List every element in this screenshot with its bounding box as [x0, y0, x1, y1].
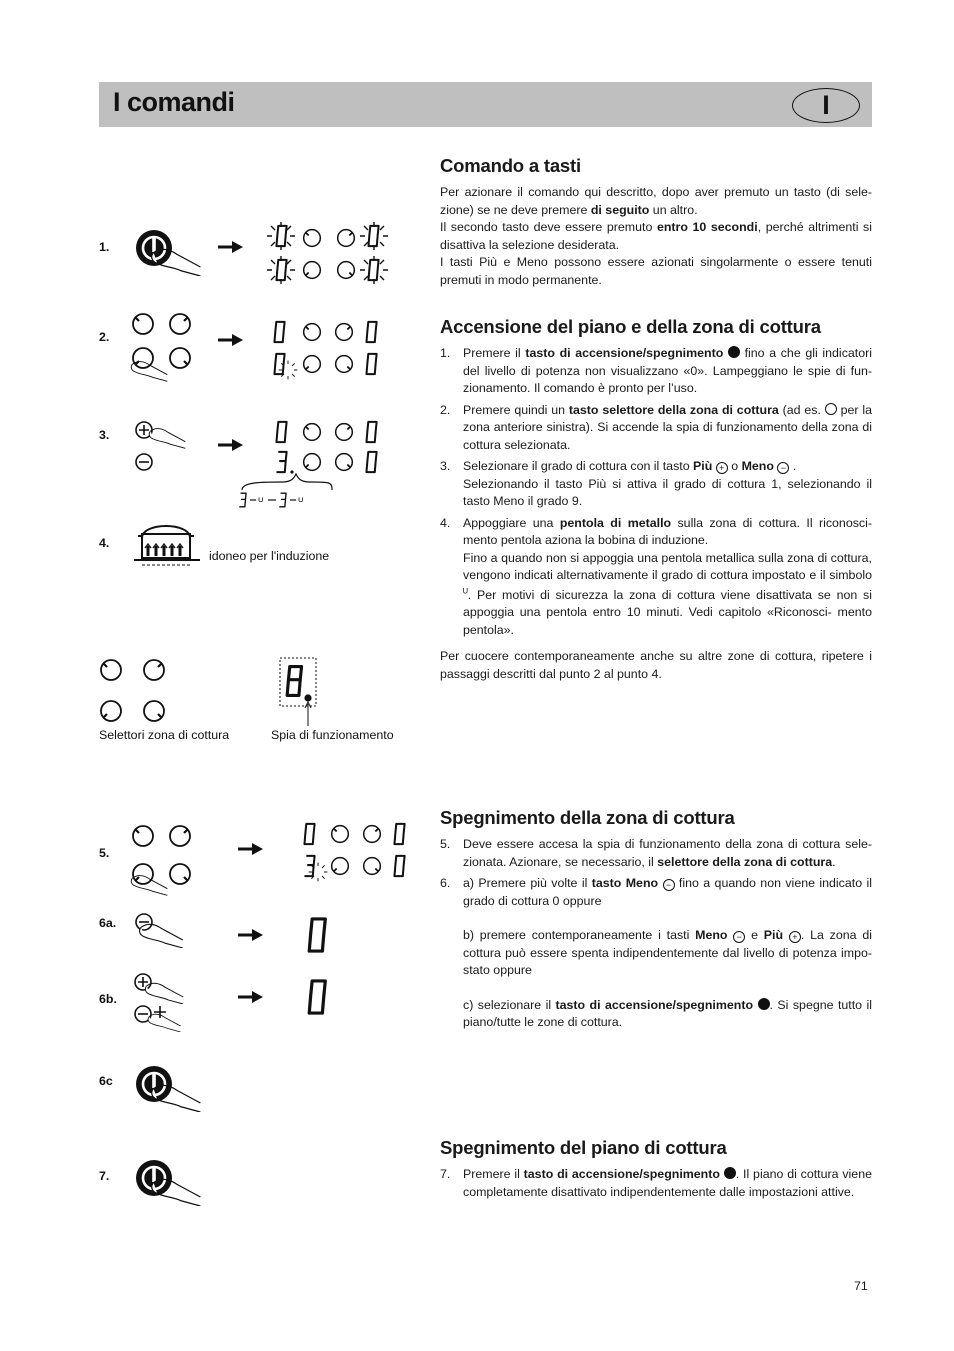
chapter-header: [99, 82, 872, 127]
step-label-6a: 6a.: [99, 916, 117, 930]
zone-selector-press-figure-off: [128, 822, 198, 902]
paragraph: Il secondo tasto deve essere premuto entro 10 secondi, perché altrimenti si disattiva la selezione desiderata.: [440, 220, 873, 252]
step-label-2: 2.: [99, 330, 110, 344]
minus-press-figure: [132, 910, 192, 950]
function-indicator-figure: [278, 656, 320, 728]
power-symbol-icon: [758, 998, 770, 1010]
language-badge: I: [792, 88, 860, 123]
minus-icon: −: [777, 462, 789, 474]
section-title: Accensione del piano e della zona di cottura: [440, 316, 821, 337]
paragraph: Per azionare il comando qui descritto, dopo aver premuto un tasto (di sele- zione) se ne deve premere di seguito un altro.: [440, 185, 872, 217]
arrow-icon: [238, 928, 264, 942]
step-label-1: 1.: [99, 240, 110, 254]
step-label-6c: 6c: [99, 1074, 113, 1088]
display-all-zero-blinking: [264, 218, 394, 288]
plus-icon: +: [789, 931, 801, 943]
list-item: 4. Appoggiare una pentola di metallo sulla zona di cottura. Il riconosci- mento pentola aziona la bobina di induzione. Fino a quando non si appoggia una pentola metallica sulla zona di cottura, vengono indicati alternativamente il grado di cottura impostato e il simbolo ᵁ. Per motivi di sicurezza la zona di cottura viene disattivata se non si appoggia una pentola entro 10 minuti. Vedi capitolo «Riconosci- mento pentola».: [440, 515, 872, 637]
list-item: 3. Selezionare il grado di cottura con il tasto Più + o Meno − . Selezionando il tasto Più si attiva il grado di cottura 1, selezionando il tasto Meno il grado 9.: [440, 459, 872, 508]
list-item: 7. Premere il tasto di accensione/spegnimento . Il piano di cottura viene completamente disattivato indipendentemente dalle impostazioni attive.: [440, 1167, 872, 1199]
step-label-7: 7.: [99, 1169, 110, 1183]
step-label-5: 5.: [99, 846, 110, 860]
pan-missing-symbol-icon: ᵁ: [463, 586, 468, 599]
svg-text:ᵁ: ᵁ: [258, 495, 264, 509]
plus-minus-press-figure: [132, 416, 202, 474]
caption-selectors: Selettori zona di cottura: [99, 728, 230, 742]
arrow-icon: [218, 240, 244, 254]
section-spegnimento-piano: [440, 1137, 872, 1205]
section-comando-a-tasti: [440, 155, 872, 289]
list-item: 1. Premere il tasto di accensione/spegnimento fino a che gli indicatori del livello di potenza non visualizzano «0». Lampeggiano le spie di fun- zionamento. Il comando è pronto per l’uso.: [440, 346, 872, 395]
zone-selector-press-figure: [128, 310, 198, 390]
minus-icon: −: [663, 879, 675, 891]
step-label-6b: 6b.: [99, 992, 117, 1006]
caption-induction: idoneo per l'induzione: [209, 549, 330, 563]
display-zero-large: [304, 914, 334, 956]
list-item: 2. Premere quindi un tasto selettore della zona di cottura (ad es. per la zona anteriore sinistra). Si accende la spia di funzionamento della zona di cottura selezionata.: [440, 402, 873, 452]
section-title: Comando a tasti: [440, 155, 581, 176]
display-zone-selected-off: [300, 820, 410, 882]
plus-minus-together-figure: [132, 972, 196, 1032]
display-zone-selected: [268, 318, 388, 380]
paragraph: I tasti Più e Meno possono essere azionati singolarmente o essere tenuti premuti in modo permanente.: [440, 255, 872, 287]
step-label-3: 3.: [99, 428, 110, 442]
step-label-4: 4.: [99, 536, 110, 550]
svg-text:ᵁ: ᵁ: [298, 495, 304, 509]
power-symbol-icon: [724, 1167, 736, 1179]
list-item: 6. a) Premere più volte il tasto Meno − fino a quando non viene indicato il grado di cottura 0 oppure b) premere contemporaneamente i tasti Meno − e Più + . La zona di cottura può essere spenta indipendentemente dal livello di potenza impo- stato oppure c) selezionare il tasto di accensione/spegnimento . Si spegne tutto il piano/tutte le zone di cottura.: [440, 876, 872, 1029]
caption-indicator: Spia di funzionamento: [271, 728, 394, 742]
paragraph: Per cuocere contemporaneamente anche su altre zone di cottura, ripetere i passaggi descritti dal punto 2 al punto 4.: [440, 649, 872, 681]
page-number: 71: [854, 1279, 868, 1293]
section-accensione: [440, 316, 872, 683]
power-button-press-figure: [134, 226, 206, 276]
power-symbol-icon: [728, 346, 740, 358]
display-zero-large: [304, 976, 334, 1018]
zone-selectors-figure: [98, 656, 170, 726]
zone-selector-icon: [825, 403, 837, 415]
list-item: 5. Deve essere accesa la spia di funzionamento della zona di cottura sele- zionata. Azionare, se necessario, il selettore della zona di cottura.: [440, 837, 872, 869]
section-title: Spegnimento della zona di cottura: [440, 807, 735, 828]
arrow-icon: [238, 842, 264, 856]
display-level-3: [232, 416, 392, 512]
power-button-press-figure: [134, 1156, 206, 1206]
pan-on-induction-icon: [134, 520, 206, 570]
chapter-title: I comandi: [113, 87, 235, 117]
arrow-icon: [238, 990, 264, 1004]
plus-icon: +: [716, 462, 728, 474]
section-spegnimento-zona: [440, 807, 872, 1036]
power-button-press-figure: [134, 1062, 206, 1112]
arrow-icon: [218, 333, 244, 347]
minus-icon: −: [733, 931, 745, 943]
section-title: Spegnimento del piano di cottura: [440, 1137, 727, 1158]
